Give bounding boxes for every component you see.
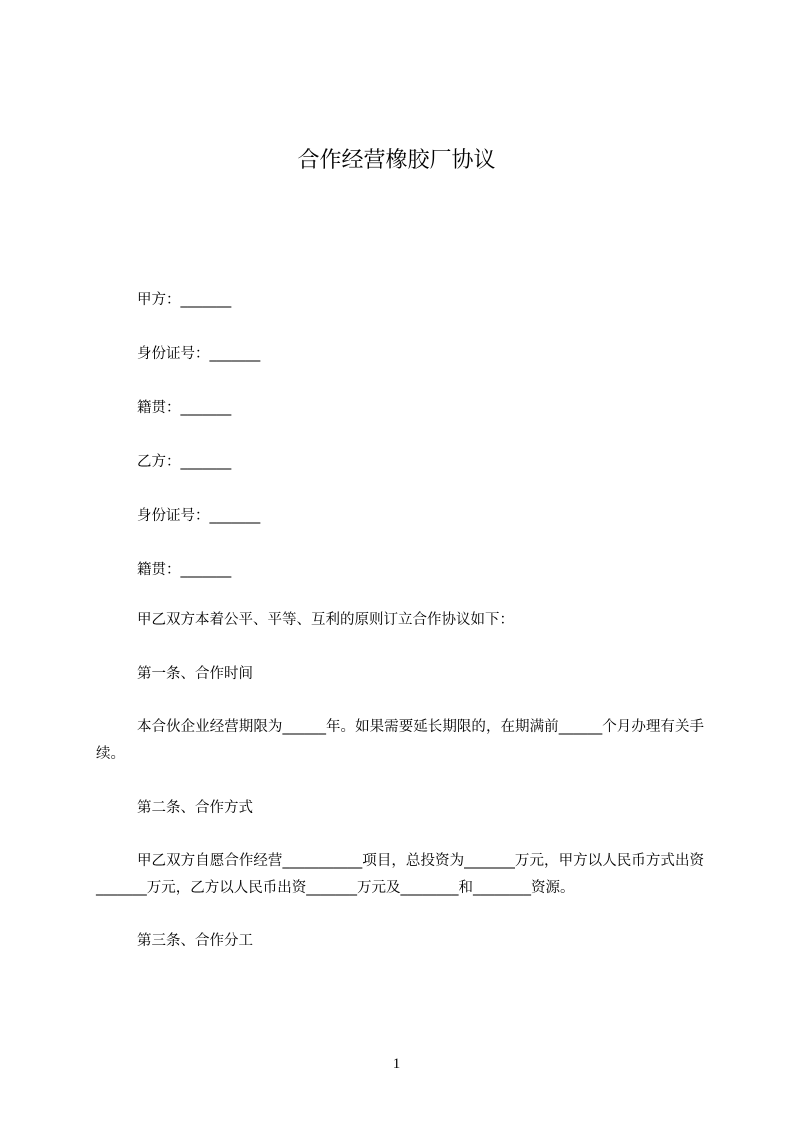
party-a-field: 甲方：_______	[137, 292, 232, 308]
intro-text: 甲乙双方本着公平、平等、互利的原则订立合作协议如下：	[137, 612, 514, 628]
document-title: 合作经营橡胶厂协议	[297, 148, 496, 173]
article3-heading: 第三条、合作分工	[137, 933, 253, 949]
party-b-origin-field: 籍贯：_______	[137, 562, 232, 578]
page-number: 1	[392, 1056, 401, 1072]
article2-text: 甲乙双方自愿合作经营___________项目，总投资为_______万元，甲方以人民币方式出资_______万元，乙方以人民币出资_______万元及________和________资源。	[96, 853, 704, 896]
party-b-field: 乙方：_______	[137, 454, 232, 470]
party-a-origin-field: 籍贯：_______	[137, 400, 232, 416]
party-b-id-field: 身份证号：_______	[137, 508, 261, 524]
article1-text: 本合伙企业经营期限为______年。如果需要延长期限的，在期满前______个月办理有关手续。	[96, 719, 704, 762]
article2-heading: 第二条、合作方式	[137, 800, 253, 816]
article1-heading: 第一条、合作时间	[137, 666, 253, 682]
party-a-id-field: 身份证号：_______	[137, 346, 261, 362]
